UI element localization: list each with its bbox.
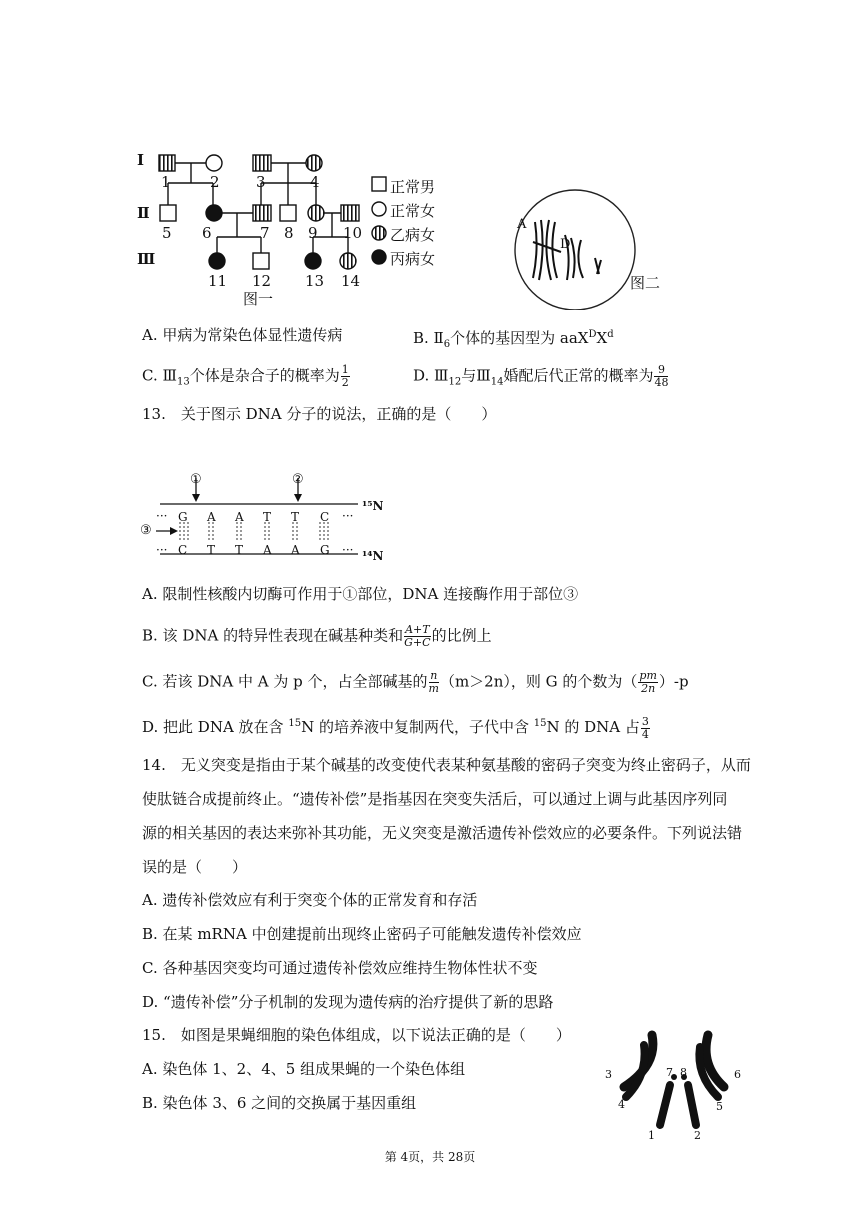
q13-option-d: D. 把此 DNA 放在含 $^{15}$N 的培养液中复制两代，子代中含 $^{15}$N 的 DNA 占 $\frac{3}{4}$ — [142, 714, 649, 741]
chromosome-diagram — [600, 1025, 750, 1145]
base-bottom: C — [178, 543, 188, 557]
q15-option-b: B. 染色体 3、6 之间的交换属于基因重组 — [142, 1094, 417, 1112]
chromosome-2 — [688, 1085, 696, 1125]
individual-5 — [160, 205, 176, 221]
base-bottom: T — [235, 543, 244, 557]
chromosome-label: 3 — [605, 1068, 612, 1081]
q14-option-a: A. 遗传补偿效应有利于突变个体的正常发育和存活 — [142, 891, 478, 909]
legend-disease-c-female: 丙病女 — [390, 250, 436, 268]
ellipsis: ··· — [156, 543, 168, 557]
individual-number: 4 — [310, 173, 320, 191]
chromosome-4 — [626, 1045, 645, 1097]
individual-6 — [206, 205, 222, 221]
chromosome-label: 6 — [734, 1068, 741, 1081]
dna-figure — [140, 470, 390, 570]
label-a: A — [517, 217, 527, 232]
q13-stem: 13. 关于图示 DNA 分子的说法，正确的是（ ） — [142, 405, 497, 423]
individual-13 — [305, 253, 321, 269]
individual-number: 8 — [284, 224, 294, 242]
generation-label-i: Ⅰ — [137, 151, 145, 169]
base-bottom: A — [291, 543, 300, 557]
base-top: C — [320, 510, 330, 524]
individual-10 — [341, 205, 359, 221]
ellipsis: ··· — [342, 543, 354, 557]
fruitfly-chromosome-figure — [600, 1025, 750, 1145]
cell-figure — [505, 180, 685, 310]
individual-number: 6 — [202, 224, 212, 242]
q13-option-c: C. 若该 DNA 中 A 为 p 个，占全部碱基的 $\frac{n}{m}$ （m＞2n），则 G 的个数为（ $\frac{pm}{2n}$ ）-p — [142, 669, 689, 695]
q14-stem-line3: 源的相关基因的表达来弥补其功能，无义突变是激活遗传补偿效应的必要条件。下列说法错 — [142, 824, 743, 842]
individual-number: 3 — [256, 173, 266, 191]
individual-2 — [206, 155, 222, 171]
individual-14 — [340, 253, 356, 269]
marker-2: ② — [292, 472, 304, 487]
individual-9 — [308, 205, 324, 221]
individual-4 — [306, 155, 322, 171]
individual-number: 9 — [308, 224, 318, 242]
individual-12 — [253, 253, 269, 269]
figure1-caption: 图一 — [243, 290, 274, 308]
individual-number: 11 — [208, 272, 228, 290]
chromosome-label: 1 — [648, 1129, 655, 1142]
q13-option-a: A. 限制性核酸内切酶可作用于①部位，DNA 连接酶作用于部位③ — [142, 585, 579, 603]
individual-number: 1 — [161, 173, 171, 191]
individual-number: 5 — [162, 224, 172, 242]
individual-number: 2 — [210, 173, 220, 191]
q15-option-a: A. 染色体 1、2、4、5 组成果蝇的一个染色体组 — [142, 1060, 466, 1078]
generation-label-iii: Ⅲ — [137, 250, 156, 268]
legend-normal-male: 正常男 — [390, 178, 436, 196]
chromosome-label: 2 — [694, 1129, 701, 1142]
cell-outline — [515, 190, 635, 310]
q12-option-d: D. $Ⅲ_{12}$与$Ⅲ_{14}$婚配后代正常的概率为 $\frac{9}{48}$ — [413, 363, 669, 389]
q14-stem-line2: 使肽链合成提前终止。“遗传补偿”是指基因在突变失活后，可以通过上调与此基因序列同 — [142, 790, 728, 808]
q13-option-b: B. 该 DNA 的特异性表现在碱基种类和 $\frac{A+T}{G+C}$ 的比例上 — [142, 623, 492, 649]
base-top: A — [235, 510, 244, 524]
base-top: T — [263, 510, 272, 524]
legend-disease-b-female-symbol — [372, 226, 386, 240]
q14-stem-line1: 14. 无义突变是指由于某个碱基的改变使代表某种氨基酸的密码子突变为终止密码子，从而 — [142, 756, 751, 774]
figure2-caption: 图二 — [630, 274, 661, 292]
individual-1 — [159, 155, 175, 171]
marker-3: ③ — [140, 523, 152, 538]
q12-option-c: C. $Ⅲ_{13}$个体是杂合子的概率为 $\frac{1}{2}$ — [142, 363, 349, 389]
strand-label-14n: ¹⁴N — [362, 549, 384, 563]
ellipsis: ··· — [342, 509, 354, 523]
generation-label-ii: Ⅱ — [137, 204, 150, 222]
label-d: D — [560, 237, 571, 252]
individual-number: 10 — [343, 224, 363, 242]
base-top: A — [207, 510, 216, 524]
chromosome-label: 4 — [618, 1098, 625, 1111]
chromosome-label: 5 — [716, 1100, 723, 1113]
chromosome-1 — [660, 1085, 670, 1125]
individual-8 — [280, 205, 296, 221]
legend-normal-female-symbol — [372, 202, 386, 216]
legend-normal-male-symbol — [372, 177, 386, 191]
base-bottom: G — [320, 543, 330, 557]
q14-option-c: C. 各种基因突变均可通过遗传补偿效应维持生物体性状不变 — [142, 959, 538, 977]
chromosome-label: 8 — [680, 1066, 687, 1079]
strand-label-15n: ¹⁵N — [362, 499, 384, 513]
chromosome-label: 7 — [666, 1066, 673, 1079]
individual-number: 12 — [252, 272, 272, 290]
q14-stem-line4: 误的是（ ） — [142, 858, 248, 876]
base-top: G — [178, 510, 188, 524]
base-bottom: A — [263, 543, 272, 557]
individual-number: 7 — [260, 224, 270, 242]
individual-3 — [253, 155, 271, 171]
base-top: T — [291, 510, 300, 524]
legend-disease-c-female-symbol — [372, 250, 386, 264]
q14-option-d: D. “遗传补偿”分子机制的发现为遗传病的治疗提供了新的思路 — [142, 993, 554, 1011]
marker-1: ① — [190, 472, 202, 487]
page-footer: 第 4页，共 28页 — [384, 1150, 476, 1164]
individual-11 — [209, 253, 225, 269]
individual-number: 14 — [341, 272, 361, 290]
pedigree-figure — [135, 145, 480, 310]
base-bottom: T — [207, 543, 216, 557]
legend-normal-female: 正常女 — [390, 202, 436, 220]
legend-disease-b-female: 乙病女 — [390, 226, 436, 244]
individual-7 — [253, 205, 271, 221]
q15-stem: 15. 如图是果蝇细胞的染色体组成，以下说法正确的是（ ） — [142, 1026, 571, 1044]
ellipsis: ··· — [156, 509, 168, 523]
q12-option-a: A. 甲病为常染色体显性遗传病 — [142, 326, 343, 344]
q12-option-b: B. $Ⅱ_6$个体的基因型为 $aaX^DX^d$ — [413, 329, 614, 350]
q14-option-b: B. 在某 mRNA 中创建提前出现终止密码子可能触发遗传补偿效应 — [142, 925, 582, 943]
individual-number: 13 — [305, 272, 325, 290]
